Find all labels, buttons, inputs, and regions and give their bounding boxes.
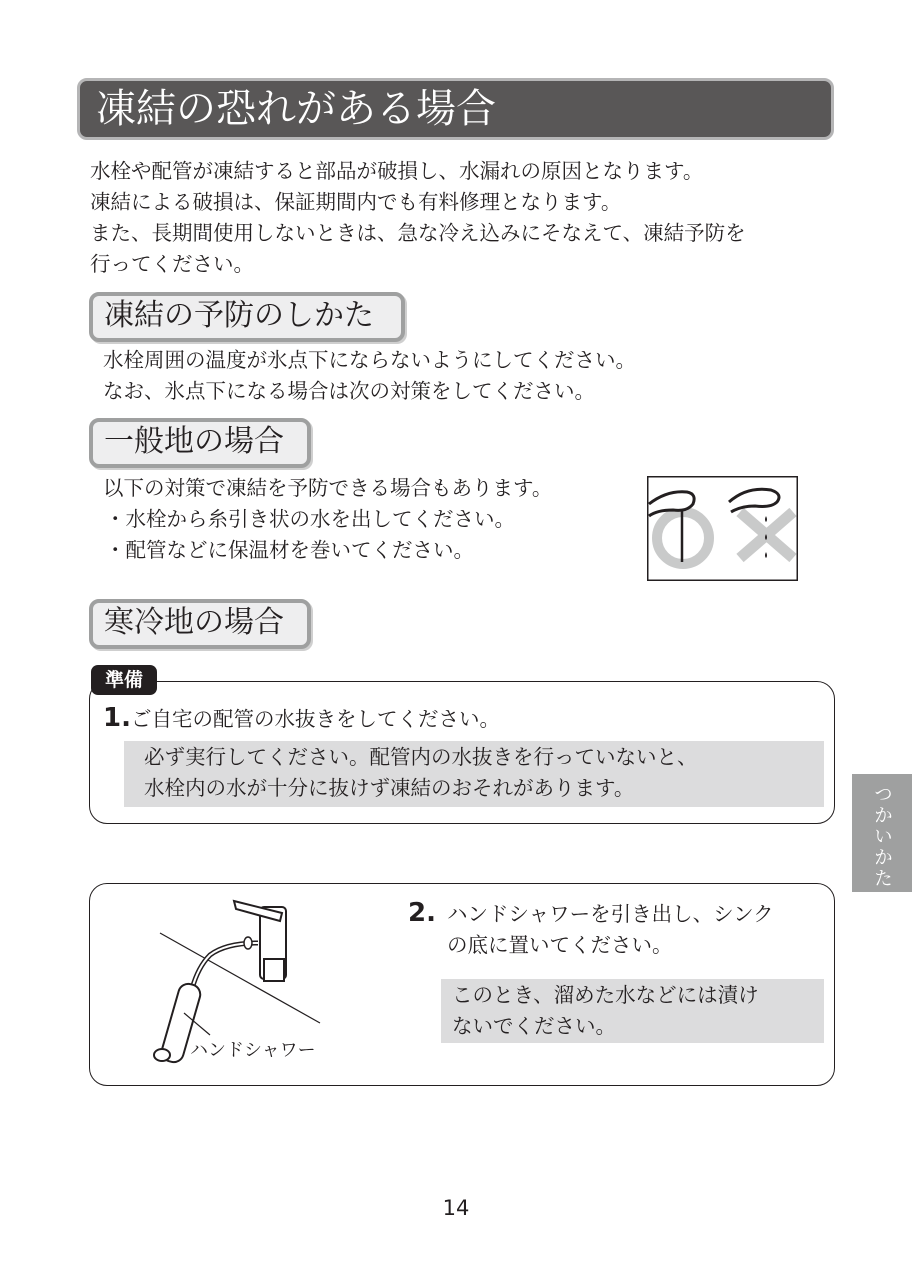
step1-number: 1. [103, 703, 131, 733]
prevention-text [103, 345, 636, 407]
step2-note-line: このとき、溜めた水などには漬け [452, 983, 759, 1007]
side-tab: つかいかた [852, 774, 912, 892]
general-lead: 以下の対策で凍結を予防できる場合もあります。 [103, 476, 553, 500]
step2-note [452, 980, 759, 1042]
step2-number: 2. [408, 898, 436, 928]
prevention-line: なお、氷点下になる場合は次の対策をしてください。 [103, 379, 595, 403]
preparation-badge: 準備 [91, 665, 157, 695]
general-bullet: ・配管などに保温材を巻いてください。 [105, 538, 474, 562]
step2-text [447, 899, 774, 961]
step1-note [144, 742, 698, 804]
general-bullet: ・水栓から糸引き状の水を出してください。 [105, 507, 515, 531]
page-number: 14 [442, 1196, 470, 1220]
general-heading: 一般地の場合 [104, 424, 284, 459]
step2-text-line: ハンドシャワーを引き出し、シンク [447, 902, 774, 926]
intro-line: 凍結による破損は、保証期間内でも有料修理となります。 [90, 190, 622, 214]
intro-text [90, 156, 746, 280]
intro-line: 行ってください。 [90, 252, 254, 276]
cold-heading: 寒冷地の場合 [104, 605, 284, 640]
page-title: 凍結の恐れがある場合 [96, 86, 496, 132]
intro-line: また、長期間使用しないときは、急な冷え込みにそなえて、凍結予防を [90, 221, 746, 245]
prevention-line: 水栓周囲の温度が氷点下にならないようにしてください。 [103, 348, 636, 372]
general-text [103, 473, 552, 566]
step1-note-line: 水栓内の水が十分に抜けず凍結のおそれがあります。 [144, 776, 635, 800]
prevention-heading: 凍結の予防のしかた [104, 298, 374, 333]
drip-figure [647, 476, 798, 581]
step1-text: ご自宅の配管の水抜きをしてください。 [131, 707, 500, 731]
intro-line: 水栓や配管が凍結すると部品が破損し、水漏れの原因となります。 [90, 159, 704, 183]
hand-shower-label: ハンドシャワー [190, 1040, 316, 1061]
step2-text-line: の底に置いてください。 [447, 933, 673, 957]
step2-note-line: ないでください。 [452, 1014, 616, 1038]
step1-note-line: 必ず実行してください。配管内の水抜きを行っていないと、 [144, 745, 698, 769]
